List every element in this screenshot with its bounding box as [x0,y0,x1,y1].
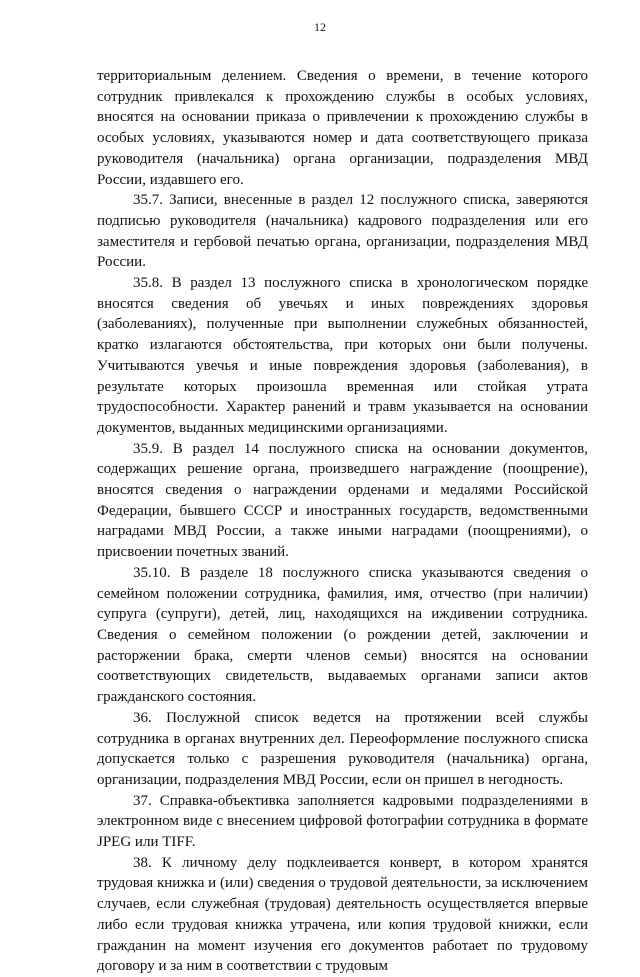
page-number: 12 [314,20,326,34]
paragraph-35-9: 35.9. В раздел 14 послужного списка на основании документов, содержащих решение органа, произведшего награждение (поощрение), вносятся сведения о награждении орденами и медалями Российской Федерации, бывшего СССР и иностранных государств, ведомственными наградами МВД России, а также иными наградами (поощрениями), о присвоении почетных званий. [97,440,588,561]
paragraph-35-8: 35.8. В раздел 13 послужного списка в хронологическом порядке вносятся сведения об увечьях и иных повреждениях здоровья (заболеваниях), полученные при выполнении служебных обязанностей, кратко излагаются обстоятельства, при которых они были получены. Учитываются увечья и иные повреждения здоровья (заболевания), в результате которых произошла временная или стойкая утрата трудоспособности. Характер ранений и травм указывается на основании документов, выданных медицинскими организациями. [97,275,588,436]
paragraph-continuation: территориальным делением. Сведения о времени, в течение которого сотрудник привлекался к прохождению службы в особых условиях, вносятся на основании приказа о привлечении к прохождению службы в особых условиях, указываются номер и дата соответствующего приказа руководителя (начальника) органа организации, подразделения МВД России, издавшего его. [97,68,588,188]
paragraph-36: 36. Послужной список ведется на протяжении всей службы сотрудника в органах внутренних дел. Переоформление послужного списка допускается только с разрешения руководителя (начальника) органа, организации, подразделения МВД России, если он пришел в негодность. [97,709,588,788]
document-body [97,66,588,977]
paragraph-35-7: 35.7. Записи, внесенные в раздел 12 послужного списка, заверяются подписью руководителя (начальника) кадрового подразделения или его заместителя и гербовой печатью органа, организации, подразделения МВД России. [97,192,588,271]
paragraph-35-10: 35.10. В разделе 18 послужного списка указываются сведения о семейном положении сотрудника, фамилия, имя, отчество (при наличии) супруга (супруги), детей, лиц, находящихся на иждивении сотрудника. Сведения о семейном положении (о рождении детей, заключении и расторжении брака, смерти членов семьи) вносятся на основании соответствующих свидетельств, выдаваемых органами записи актов гражданского состояния. [97,564,588,706]
paragraph-37: 37. Справка-объективка заполняется кадровыми подразделениями в электронном виде с внесением цифровой фотографии сотрудника в формате JPEG или TIFF. [97,792,588,851]
paragraph-38: 38. К личному делу подклеивается конверт, в котором хранятся трудовая книжка и (или) сведения о трудовой деятельности, за исключением случаев, если служебная (трудовая) деятельность осуществляется впервые либо если трудовая книжка утрачена, или копия трудовой книжки, если гражданин на момент изучения его документов работает по трудовому договору и за ним в соответствии с трудовым [97,854,588,975]
